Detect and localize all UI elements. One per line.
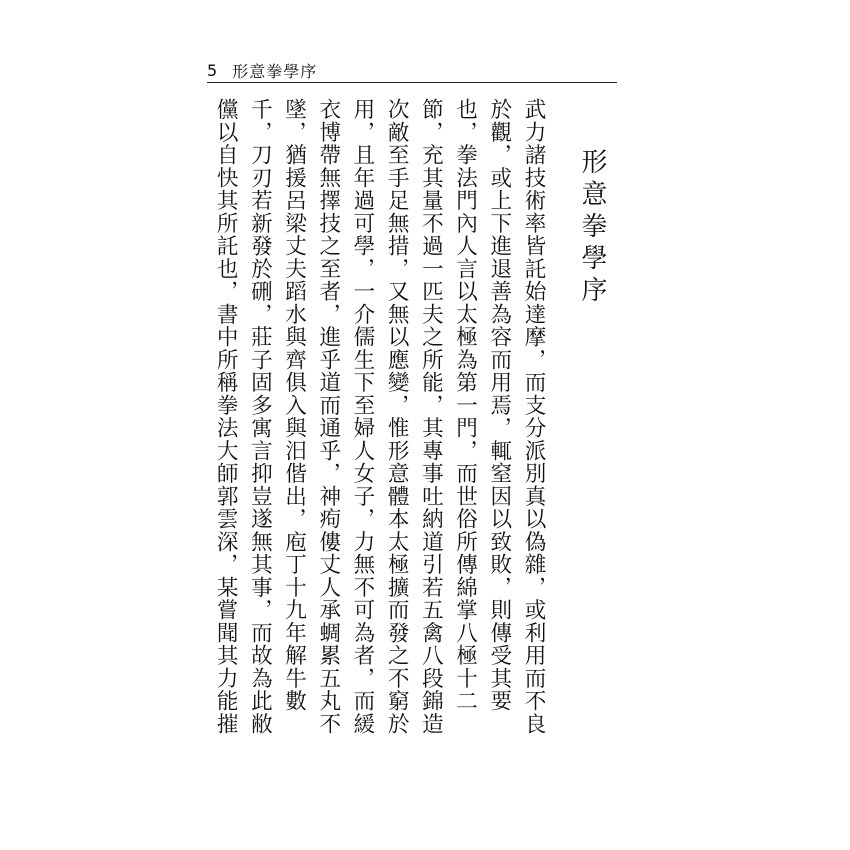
text-column: 千，刀刃若新發於硎，莊子固多寓言抑豈遂無其事，而故為此敝 [247, 98, 273, 735]
header-rule [207, 82, 617, 83]
running-title: 形意拳學序 [232, 61, 318, 81]
running-header [207, 58, 317, 82]
text-column: 武力諸技術率皆託始達摩，而支分派別真以偽雜，或利用而不良 [521, 98, 546, 735]
body-text [205, 98, 550, 748]
text-column: 也，拳法門內人言以太極為第一門，而世俗所傳綿掌八極十二 [452, 98, 478, 713]
text-column: 節，充其量不過一匹夫之所能，其專事吐納道引若五禽八段錦造 [418, 98, 444, 735]
text-column: 用，且年過可學，一介儒生下至婦人女子，力無不可為者，而緩 [349, 98, 375, 735]
text-column: 衣博帶無擇技之至者，進乎道而通乎，神痀僂丈人承蜩累五丸不 [315, 98, 341, 735]
text-column: 墜，猶援呂梁丈夫蹈水與齊俱入與汨偕出，庖丁十九年解牛數 [281, 98, 307, 713]
text-column: 儻以自快其所託也，書中所稱拳法大師郭雲深，某嘗聞其力能摧 [213, 98, 239, 735]
chapter-title: 形意拳學序 [577, 148, 607, 308]
text-column: 於觀，或上下進退善為容而用焉，輒窒因以致敗，則傳受其要 [486, 98, 512, 713]
page-number: 5 [207, 60, 219, 80]
text-column: 次敵至手足無措，又無以應變，惟形意體本太極擴而發之不窮於 [384, 98, 410, 735]
